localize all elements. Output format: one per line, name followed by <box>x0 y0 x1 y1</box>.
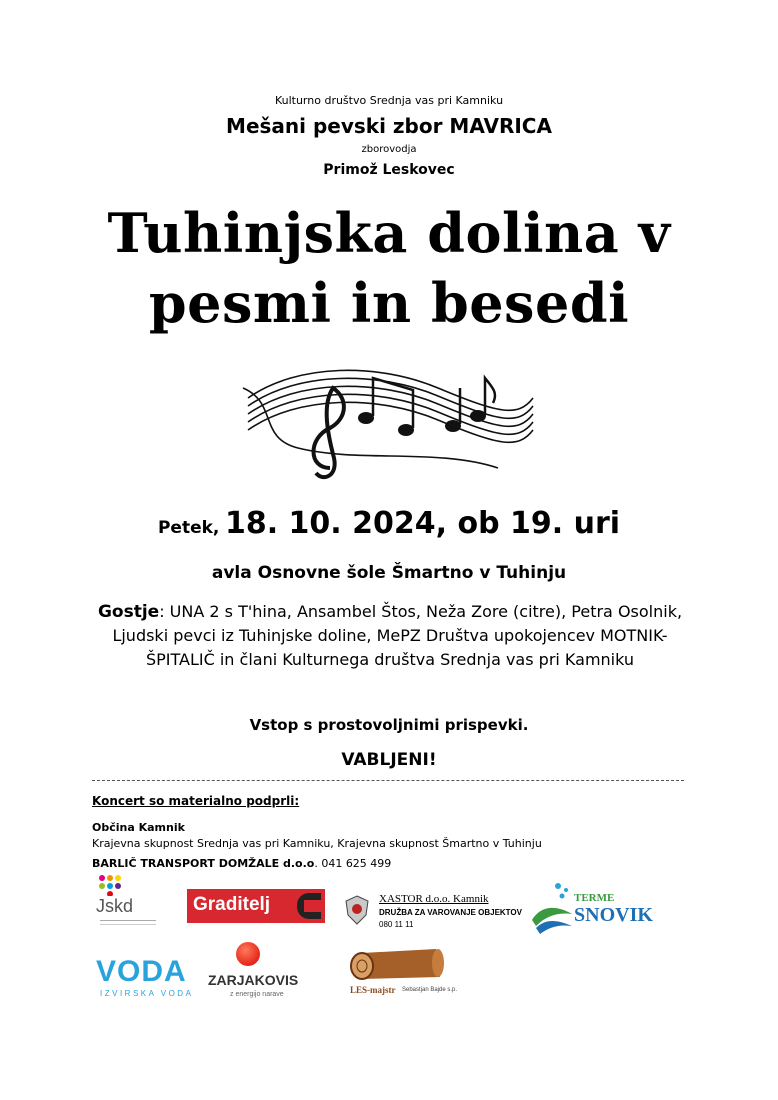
event-venue: avla Osnovne šole Šmartno v Tuhinju <box>211 563 567 583</box>
zarjakovis-sub: z energijo narave <box>230 991 284 998</box>
conductor-label: zborovodja <box>361 144 417 155</box>
lesmajstr-sub: Sebastjan Bajde s.p. <box>402 987 458 993</box>
lesmajstr-logo <box>344 945 459 1000</box>
sponsor-transport <box>92 857 391 870</box>
xastor-phone: 080 11 11 <box>379 920 414 929</box>
choir-name: Mešani pevski zbor MAVRICA <box>226 114 552 138</box>
voda-logo-text: VODA <box>96 955 187 988</box>
lesmajstr-logo-text: LES-majstr <box>350 985 396 995</box>
shield-icon <box>345 895 369 925</box>
graditelj-mark-icon <box>297 893 321 919</box>
event-date <box>0 506 778 541</box>
music-notes-icon <box>238 358 538 488</box>
jskd-logo <box>96 874 156 934</box>
jskd-dots-icon <box>98 874 122 896</box>
graditelj-logo-text: Graditelj <box>193 894 271 915</box>
terme-top: TERME <box>574 892 615 904</box>
wood-log-icon <box>348 945 448 983</box>
jskd-logo-text: Jskd <box>96 896 134 916</box>
event-datetime: 18. 10. 2024, ob 19. uri <box>224 506 621 541</box>
divider <box>92 780 684 781</box>
event-title <box>0 198 778 338</box>
voda-sub: IZVIRSKA VODA <box>100 989 194 998</box>
water-drops-icon <box>528 880 574 936</box>
sun-icon <box>236 942 260 966</box>
xastor-name: XASTOR d.o.o. Kamnik <box>379 893 489 905</box>
organization-name: Kulturno društvo Srednja vas pri Kamniku <box>274 94 504 107</box>
xastor-logo <box>345 893 525 938</box>
xastor-sub: DRUŽBA ZA VAROVANJE OBJEKTOV <box>379 908 522 917</box>
event-title-line1: Tuhinjska dolina v <box>107 201 671 265</box>
conductor-name: Primož Leskovec <box>323 162 455 178</box>
graditelj-logo <box>187 889 325 923</box>
event-title-line2: pesmi in besedi <box>148 271 630 335</box>
guests-label: Gostje <box>97 602 160 622</box>
entry-note: Vstop s prostovoljnimi prispevki. <box>249 716 529 734</box>
welcome-text: VABLJENI! <box>341 750 437 770</box>
zarjakovis-logo-text: ZARJAKOVIS <box>208 972 299 988</box>
terme-name: SNOVIK <box>574 904 653 926</box>
voda-logo <box>96 955 206 1000</box>
guests-list: : UNA 2 s T'hina, Ansambel Štos, Neža Zore (citre), Petra Osolnik, Ljudski pevci iz Tuhinjske doline, MePZ Društva upokojencev MOTNIK-ŠPITALIČ in člani Kulturnega društva Srednja vas pri Kamniku <box>112 602 683 669</box>
sponsor-transport-phone: . 041 625 499 <box>314 857 392 870</box>
sponsor-transport-name: BARLIČ TRANSPORT DOMŽALE d.o.o <box>92 857 315 870</box>
event-day: Petek, <box>157 518 220 538</box>
guests-paragraph <box>90 600 690 672</box>
sponsors-heading: Koncert so materialno podprli: <box>92 794 300 808</box>
terme-snovik-logo <box>528 880 668 942</box>
sponsor-municipality: Občina Kamnik <box>92 821 185 834</box>
zarjakovis-logo <box>208 942 308 1004</box>
sponsor-communities: Krajevna skupnost Srednja vas pri Kamniku, Krajevna skupnost Šmartno v Tuhinju <box>92 837 542 850</box>
